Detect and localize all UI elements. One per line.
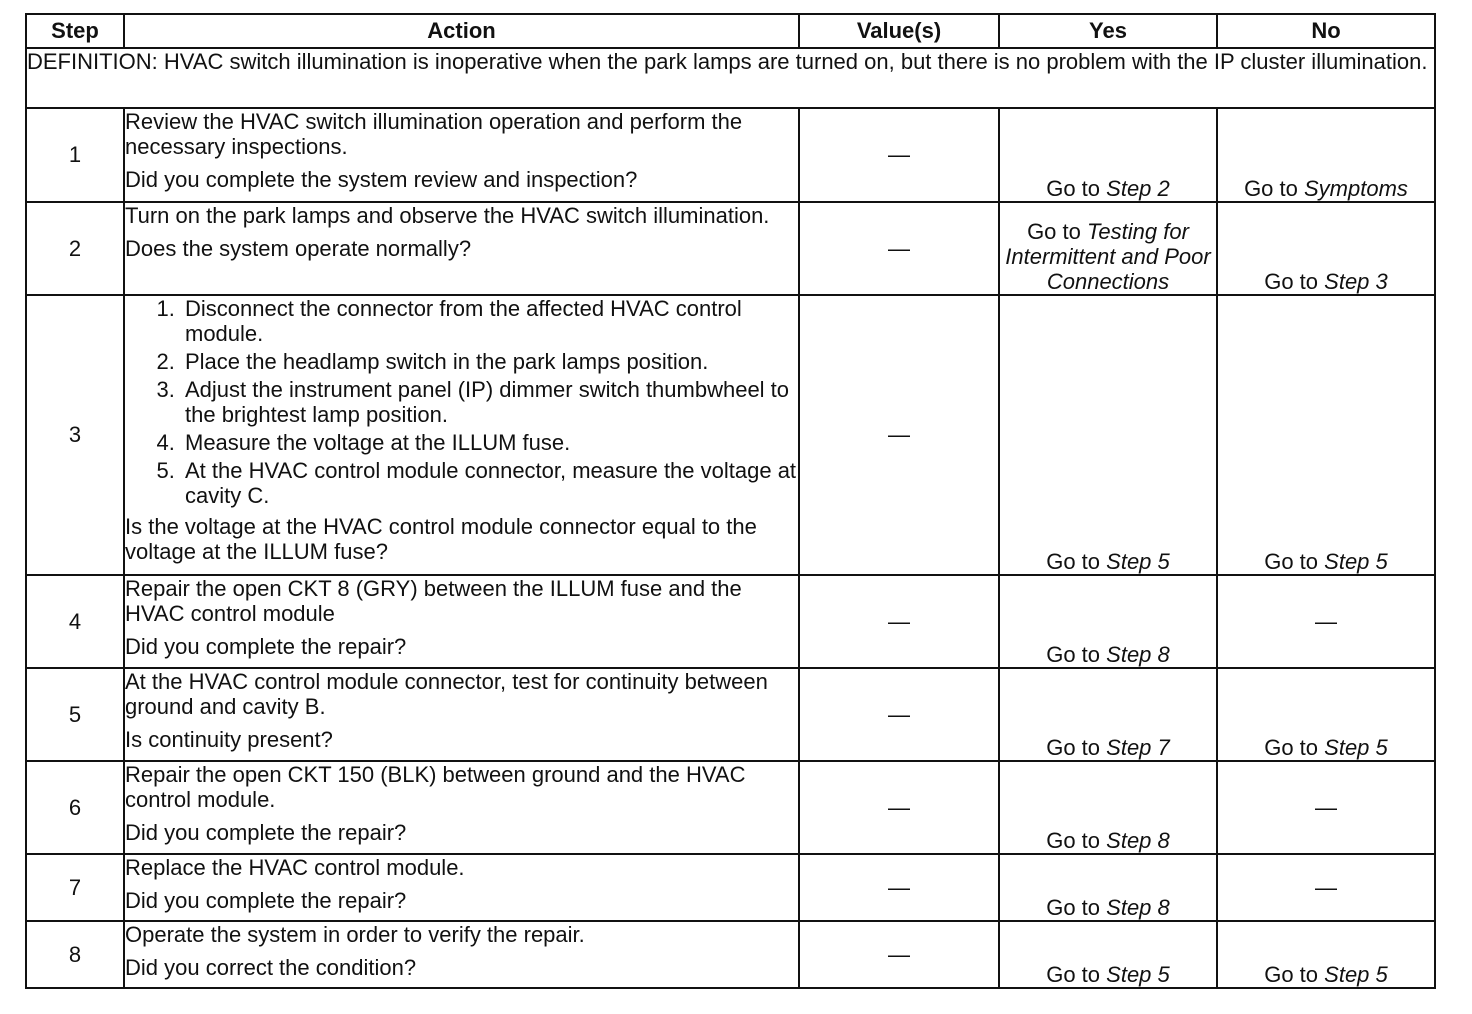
action-question: Is continuity present? <box>125 727 333 752</box>
action-question: Did you complete the repair? <box>125 820 407 845</box>
substep-list <box>125 296 798 508</box>
action-text: Repair the open CKT 150 (BLK) between ground and the HVAC control module. <box>125 762 746 812</box>
action-text: Turn on the park lamps and observe the HVAC switch illumination. <box>125 203 770 228</box>
value-cell: — <box>799 921 999 988</box>
no-link[interactable]: Step 5 <box>1324 962 1388 987</box>
value-cell: — <box>799 761 999 854</box>
step-number: 4 <box>26 575 124 668</box>
step-number: 7 <box>26 854 124 921</box>
table-row <box>26 854 1435 921</box>
substep-item: 2. Place the headlamp switch in the park lamps position. <box>181 349 798 374</box>
goto-label: Go to <box>1264 735 1319 760</box>
yes-cell <box>999 108 1217 202</box>
substep-item: 1. Disconnect the connector from the affected HVAC control module. <box>181 296 798 346</box>
goto-label: Go to <box>1264 269 1319 294</box>
action-question: Did you complete the system review and inspection? <box>125 167 638 192</box>
substep-item: 5. At the HVAC control module connector, measure the voltage at cavity C. <box>181 458 798 508</box>
diagnostic-table <box>25 13 1436 989</box>
table-row <box>26 295 1435 575</box>
goto-label: Go to <box>1264 549 1319 574</box>
yes-link[interactable]: Step 5 <box>1106 549 1170 574</box>
no-cell: — <box>1217 854 1435 921</box>
yes-link[interactable]: Step 8 <box>1106 895 1170 920</box>
goto-label: Go to <box>1027 219 1081 244</box>
goto-label: Go to <box>1046 735 1101 760</box>
no-link[interactable]: Step 5 <box>1324 735 1388 760</box>
goto-label: Go to <box>1046 549 1101 574</box>
action-text: Operate the system in order to verify the repair. <box>125 922 585 947</box>
value-cell: — <box>799 854 999 921</box>
action-cell <box>124 108 799 202</box>
table-row <box>26 921 1435 988</box>
no-link[interactable]: Symptoms <box>1304 176 1408 201</box>
no-cell: — <box>1217 761 1435 854</box>
goto-label: Go to <box>1046 828 1101 853</box>
action-text: Replace the HVAC control module. <box>125 855 465 880</box>
header-action: Action <box>124 14 799 48</box>
yes-cell <box>999 921 1217 988</box>
step-number: 6 <box>26 761 124 854</box>
header-step: Step <box>26 14 124 48</box>
goto-label: Go to <box>1046 176 1101 201</box>
yes-cell <box>999 575 1217 668</box>
action-cell <box>124 921 799 988</box>
action-question: Did you correct the condition? <box>125 955 417 980</box>
step-number: 3 <box>26 295 124 575</box>
yes-cell <box>999 202 1217 295</box>
no-cell: — <box>1217 575 1435 668</box>
goto-label: Go to <box>1046 962 1101 987</box>
goto-label: Go to <box>1244 176 1298 201</box>
action-question: Did you complete the repair? <box>125 634 407 659</box>
yes-cell <box>999 761 1217 854</box>
substep-item: 4. Measure the voltage at the ILLUM fuse. <box>181 430 798 455</box>
goto-label: Go to <box>1046 895 1101 920</box>
step-number: 5 <box>26 668 124 761</box>
table-row <box>26 761 1435 854</box>
table-row <box>26 575 1435 668</box>
yes-link[interactable]: Testing for Intermittent and Poor Connections <box>1005 219 1211 294</box>
value-cell: — <box>799 668 999 761</box>
value-cell: — <box>799 295 999 575</box>
definition-row <box>26 48 1435 108</box>
step-number: 8 <box>26 921 124 988</box>
goto-label: Go to <box>1264 962 1319 987</box>
yes-link[interactable]: Step 8 <box>1106 828 1170 853</box>
header-no: No <box>1217 14 1435 48</box>
yes-cell <box>999 295 1217 575</box>
table-row <box>26 108 1435 202</box>
no-link[interactable]: Step 5 <box>1324 549 1388 574</box>
value-cell: — <box>799 202 999 295</box>
value-cell: — <box>799 108 999 202</box>
action-cell <box>124 854 799 921</box>
no-link[interactable]: Step 3 <box>1324 269 1388 294</box>
yes-link[interactable]: Step 8 <box>1106 642 1170 667</box>
action-cell <box>124 202 799 295</box>
table-row <box>26 668 1435 761</box>
value-cell: — <box>799 575 999 668</box>
yes-link[interactable]: Step 5 <box>1106 962 1170 987</box>
action-cell <box>124 668 799 761</box>
substep-item: 3. Adjust the instrument panel (IP) dimmer switch thumbwheel to the brightest lamp position. <box>181 377 798 427</box>
table-row <box>26 202 1435 295</box>
step-number: 1 <box>26 108 124 202</box>
no-cell <box>1217 921 1435 988</box>
no-cell <box>1217 668 1435 761</box>
action-text: At the HVAC control module connector, test for continuity between ground and cavity B. <box>125 669 768 719</box>
header-yes: Yes <box>999 14 1217 48</box>
no-cell <box>1217 108 1435 202</box>
yes-cell <box>999 668 1217 761</box>
action-question: Did you complete the repair? <box>125 888 407 913</box>
action-cell <box>124 575 799 668</box>
action-text: Review the HVAC switch illumination operation and perform the necessary inspections. <box>125 109 743 159</box>
goto-label: Go to <box>1046 642 1101 667</box>
step-number: 2 <box>26 202 124 295</box>
action-question: Is the voltage at the HVAC control module connector equal to the voltage at the ILLUM fuse? <box>125 514 757 564</box>
definition-text: DEFINITION: HVAC switch illumination is inoperative when the park lamps are turned on, but there is no problem with the IP cluster illumination. <box>26 48 1435 108</box>
header-row <box>26 14 1435 48</box>
action-cell <box>124 295 799 575</box>
no-cell <box>1217 295 1435 575</box>
header-values: Value(s) <box>799 14 999 48</box>
yes-link[interactable]: Step 7 <box>1106 735 1170 760</box>
action-cell <box>124 761 799 854</box>
action-text: Repair the open CKT 8 (GRY) between the ILLUM fuse and the HVAC control module <box>125 576 742 626</box>
no-cell <box>1217 202 1435 295</box>
yes-link[interactable]: Step 2 <box>1106 176 1170 201</box>
yes-cell <box>999 854 1217 921</box>
action-question: Does the system operate normally? <box>125 236 472 261</box>
